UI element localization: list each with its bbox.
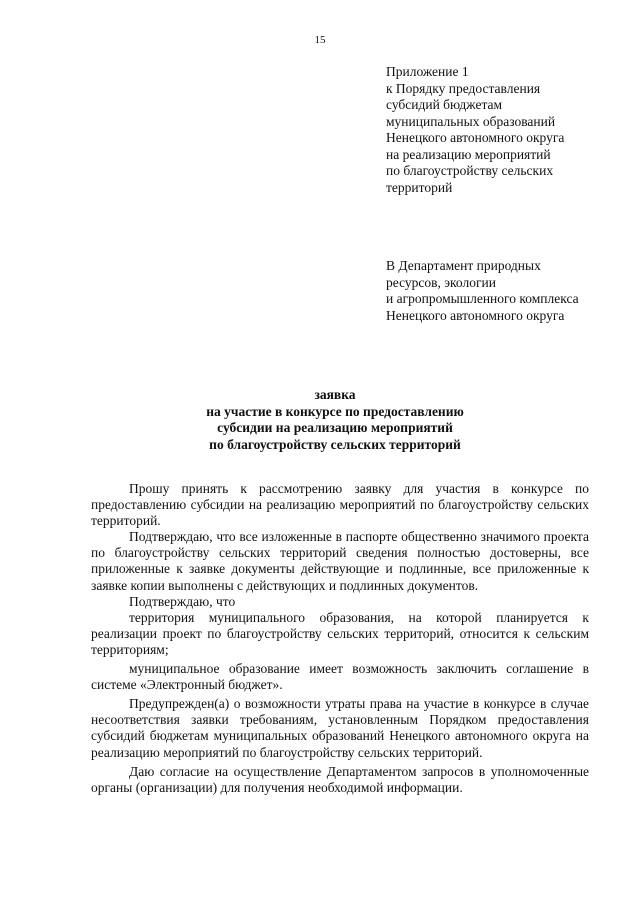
appendix-line: муниципальных образований bbox=[386, 113, 556, 129]
addressee-line: ресурсов, экологии bbox=[386, 274, 496, 290]
appendix-line: Ненецкого автономного округа bbox=[386, 130, 565, 145]
title-line: по благоустройству сельских территорий bbox=[209, 436, 461, 452]
addressee-line: В Департамент природных bbox=[386, 258, 541, 273]
body-paragraph: Предупрежден(а) о возможности утраты права на участие в конкурсе в случае несоответствия заявки требованиям, установленным Порядком предоставления субсидий бюджетам муниципальных образований Ненецкого автономного округа на реализацию мероприятий по благоустройству сельских территорий. bbox=[91, 696, 589, 760]
application-body bbox=[91, 481, 589, 796]
title-line: на участие в конкурсе по предоставлению bbox=[206, 403, 464, 419]
body-paragraph: Даю согласие на осуществление Департаментом запросов в уполномоченные органы (организации) для получения необходимой информации. bbox=[91, 763, 589, 795]
appendix-line: к Порядку предоставления bbox=[386, 80, 541, 96]
addressee-line: Ненецкого автономного округа bbox=[386, 307, 565, 323]
body-paragraph: Прошу принять к рассмотрению заявку для участия в конкурсе по предоставлению субсидии на реализацию мероприятий по благоустройству сельских территорий. bbox=[91, 481, 589, 529]
title-line: субсидии на реализацию мероприятий bbox=[217, 420, 453, 435]
application-title bbox=[80, 387, 590, 453]
addressee-line: и агропромышленного комплекса bbox=[386, 291, 579, 306]
appendix-line: по благоустройству сельских bbox=[386, 163, 554, 178]
addressee-block bbox=[386, 258, 579, 324]
appendix-line: территорий bbox=[386, 179, 453, 195]
body-paragraph: муниципальное образование имеет возможность заключить соглашение в системе «Электронный бюджет». bbox=[91, 661, 589, 693]
body-paragraph: Подтверждаю, что bbox=[129, 593, 236, 609]
page-number: 15 bbox=[314, 34, 326, 46]
title-line: заявка bbox=[314, 387, 356, 402]
appendix-line: субсидий бюджетам bbox=[386, 97, 503, 112]
appendix-header bbox=[386, 64, 564, 196]
appendix-line: на реализацию мероприятий bbox=[386, 146, 551, 162]
body-paragraph: Подтверждаю, что все изложенные в паспорте общественно значимого проекта по благоустройству сельских территорий сведения полностью достоверны, все приложенные к заявке документы действующие и подлинные, все приложенные к заявке копии выполнены с действующих и подлинных документов. bbox=[91, 529, 589, 593]
appendix-line: Приложение 1 bbox=[386, 64, 469, 79]
body-paragraph: территория муниципального образования, на которой планируется к реализации проект по благоустройству сельских территорий, относится к сельским территориям; bbox=[91, 609, 589, 657]
